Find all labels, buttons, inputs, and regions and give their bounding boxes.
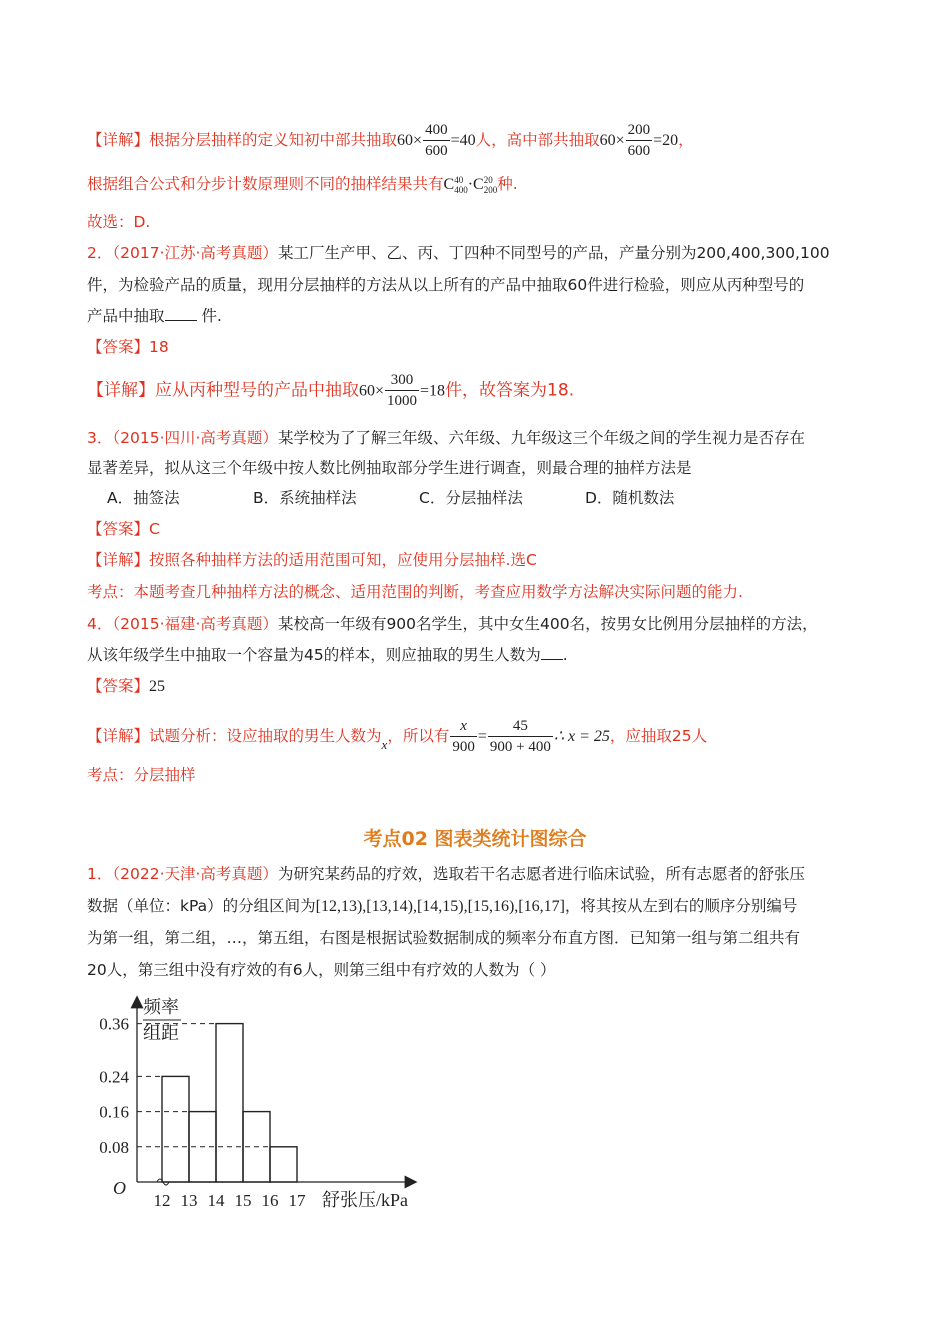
q2-answer: 18	[149, 338, 169, 356]
q4-equals: =	[477, 728, 487, 745]
q4-f2-num: 45	[512, 718, 528, 734]
q3-number: 3．	[87, 429, 113, 447]
q3-text2: 显著差异，拟从这三个年级中按人数比例抽取部分学生进行调查，则最合理的抽样方法是	[87, 459, 692, 477]
p1-number: 1．	[87, 865, 113, 883]
q1-line2-text-a: 根据组合公式和分步计数原理则不同的抽样结果共有	[87, 175, 444, 193]
q4-var-x: x	[381, 737, 388, 752]
q4-fraction-2	[488, 716, 553, 757]
q2-line3	[87, 304, 222, 328]
q1-expr1-den: 600	[423, 140, 450, 161]
q2-answer-label: 【答案】	[87, 338, 150, 356]
y-tick-label-2: 0.16	[99, 1102, 129, 1122]
q4-text2b: .	[562, 646, 568, 664]
y-tick-label-1: 0.08	[99, 1137, 129, 1157]
x-axis-label: 舒张压/kPa	[322, 1190, 409, 1210]
q3-option-c: C．分层抽样法	[419, 489, 523, 507]
section-title: 考点02 图表类统计图综合	[363, 828, 587, 850]
p1-text4: 20人，第三组中没有疗效的有6人，则第三组中有疗效的人数为（ ）	[87, 961, 556, 979]
histogram-bar-3	[216, 1024, 243, 1182]
x-tick-label-13: 13	[180, 1191, 198, 1210]
q3-point: 考点：本题考查几种抽样方法的概念、适用范围的判断，考查应用数学方法解决实际问题的能力.	[87, 583, 743, 601]
q1-c2-sub: 200	[483, 185, 498, 196]
q2-text3a: 产品中抽取	[87, 307, 165, 325]
p1-source: （2022·天津·高考真题）	[112, 865, 278, 883]
histogram-bar-5	[270, 1147, 297, 1182]
q2-detail-line	[87, 370, 574, 411]
y-axis-label-top: 频率	[143, 997, 179, 1017]
q1-expr2-left: 60	[599, 132, 616, 149]
q2-expr-left: 60	[359, 382, 375, 400]
q1-detail-line2	[87, 172, 518, 197]
q4-therefore: ∴ x = 25	[553, 728, 610, 745]
q4-line1	[87, 612, 818, 636]
q4-answer: 25	[149, 678, 166, 695]
q4-detail-text-c: ，应抽取25人	[609, 727, 708, 745]
q3-option-b: B．系统抽样法	[253, 489, 357, 507]
q2-text2: 件，为检验产品的质量，现用分层抽样的方法从以上所有的产品中抽取60件进行检验，则应从丙种型号的	[87, 276, 805, 294]
x-tick-label-17: 17	[288, 1191, 306, 1210]
q1-expr1-left: 60	[397, 132, 414, 149]
q4-answer-label: 【答案】	[87, 677, 150, 695]
q1-expr2-num: 200	[627, 122, 651, 138]
q3-detail: 按照各种抽样方法的适用范围可知，应使用分层抽样.选C	[149, 551, 537, 569]
q1-expr2-den: 600	[626, 140, 653, 161]
q4-detail-line	[87, 716, 707, 757]
q4-f1-den: 900	[450, 736, 477, 757]
q2-detail-text-b: 件，故答案为18.	[445, 380, 575, 401]
p1-line1	[87, 862, 805, 886]
q1-detail-text-c: ，	[678, 131, 694, 149]
q1-expr1-num: 400	[425, 122, 448, 138]
q3-answer-line	[87, 517, 160, 541]
q1-c1-sup: 40	[454, 175, 464, 186]
q4-fraction-1	[450, 716, 477, 757]
q1-detail-text-b: 人，高中部共抽取	[475, 131, 600, 149]
q2-expr-result: =18	[420, 382, 446, 400]
q4-answer-line	[87, 674, 165, 699]
q2-detail-text-a: 应从丙种型号的产品中抽取	[155, 380, 359, 401]
q3-answer: C	[149, 520, 160, 538]
q2-text1: 某工厂生产甲、乙、丙、丁四种不同型号的产品，产量分别为200,400,300,100	[277, 244, 830, 262]
p1-text1: 为研究某药品的疗效，选取若干名志愿者进行临床试验，所有志愿者的舒张压	[277, 865, 805, 883]
p1-text2a: 数据（单位：kPa）的分组区间为	[87, 897, 316, 915]
x-tick-label-16: 16	[261, 1191, 279, 1210]
q4-detail-text-b: ，所以有	[387, 727, 450, 745]
q2-answer-line	[87, 335, 169, 359]
q1-detail-line1	[87, 120, 694, 161]
q4-detail-text-a: 试题分析：设应抽取的男生人数为	[149, 727, 382, 745]
p1-text3: 为第一组，第二组，…，第五组，右图是根据试验数据制成的频率分布直方图．已知第一组与第二组共有	[87, 929, 801, 947]
q1-choose: 故选：D.	[87, 213, 151, 231]
q1-expr1-result: =40	[450, 132, 476, 149]
q3-answer-label: 【答案】	[87, 520, 150, 538]
q2-times: ×	[375, 382, 385, 400]
histogram-bar-1	[162, 1076, 189, 1182]
q4-f2-den: 900 + 400	[488, 736, 553, 757]
x-tick-label-14: 14	[207, 1191, 225, 1210]
q4-number: 4．	[87, 615, 113, 633]
frequency-histogram	[85, 990, 445, 1230]
q2-answer-blank	[165, 304, 197, 321]
q1-line2-text-b: 种.	[497, 175, 518, 193]
q3-line1	[87, 426, 805, 450]
q1-combination-1: C40 400·C20 200	[443, 175, 498, 196]
x-tick-label-12: 12	[153, 1191, 171, 1210]
q1-c2-sup: 20	[483, 175, 493, 186]
q1-c1-sub: 400	[454, 185, 468, 196]
q2-text3b: 件.	[196, 307, 222, 325]
q2-expr-fraction	[385, 370, 419, 411]
y-axis-label-bottom: 组距	[143, 1023, 179, 1043]
p1-intervals: [12,13),[13,14),[14,15),[15,16),[16,17]	[315, 898, 565, 915]
q1-expr2-fraction	[626, 120, 653, 161]
q3-option-a: A．抽签法	[107, 489, 180, 507]
q3-detail-line	[87, 548, 537, 572]
q3-detail-label: 【详解】	[87, 551, 150, 569]
q4-detail-label: 【详解】	[87, 727, 150, 745]
q4-point: 考点：分层抽样	[87, 766, 196, 784]
origin-label: O	[113, 1178, 126, 1198]
q4-text1: 某校高一年级有900名学生，其中女生400名，按男女比例用分层抽样的方法，	[277, 615, 818, 633]
q2-expr-den: 1000	[385, 390, 419, 411]
q1-expr2-result: =20	[653, 132, 679, 149]
q2-source: （2017·江苏·高考真题）	[112, 244, 278, 262]
p1-line2	[87, 894, 797, 919]
q1-detail-label: 【详解】	[87, 131, 150, 149]
q2-number: 2．	[87, 244, 113, 262]
q3-options	[107, 486, 674, 510]
y-tick-label-4: 0.36	[99, 1014, 129, 1034]
p1-text2b: ，将其按从左到右的顺序分别编号	[564, 897, 798, 915]
q1-detail-text-a: 根据分层抽样的定义知初中部共抽取	[149, 131, 398, 149]
y-tick-label-3: 0.24	[99, 1067, 129, 1087]
q3-text1: 某学校为了了解三年级、六年级、九年级这三个年级之间的学生视力是否存在	[277, 429, 805, 447]
q3-option-d: D．随机数法	[585, 489, 675, 507]
q4-answer-blank	[541, 643, 563, 660]
q4-line2	[87, 643, 568, 667]
q1-times-1: ×	[413, 132, 423, 149]
q1-expr1-fraction	[423, 120, 450, 161]
q1-times-2: ×	[615, 132, 625, 149]
q3-source: （2015·四川·高考真题）	[112, 429, 278, 447]
q4-text2a: 从该年级学生中抽取一个容量为45的样本，则应抽取的男生人数为	[87, 646, 541, 664]
q2-expr-num: 300	[390, 372, 414, 388]
q2-line1	[87, 241, 830, 265]
q4-f1-num: x	[460, 718, 467, 734]
q2-detail-label: 【详解】	[87, 380, 155, 401]
x-tick-label-15: 15	[234, 1191, 252, 1210]
q4-source: （2015·福建·高考真题）	[112, 615, 278, 633]
